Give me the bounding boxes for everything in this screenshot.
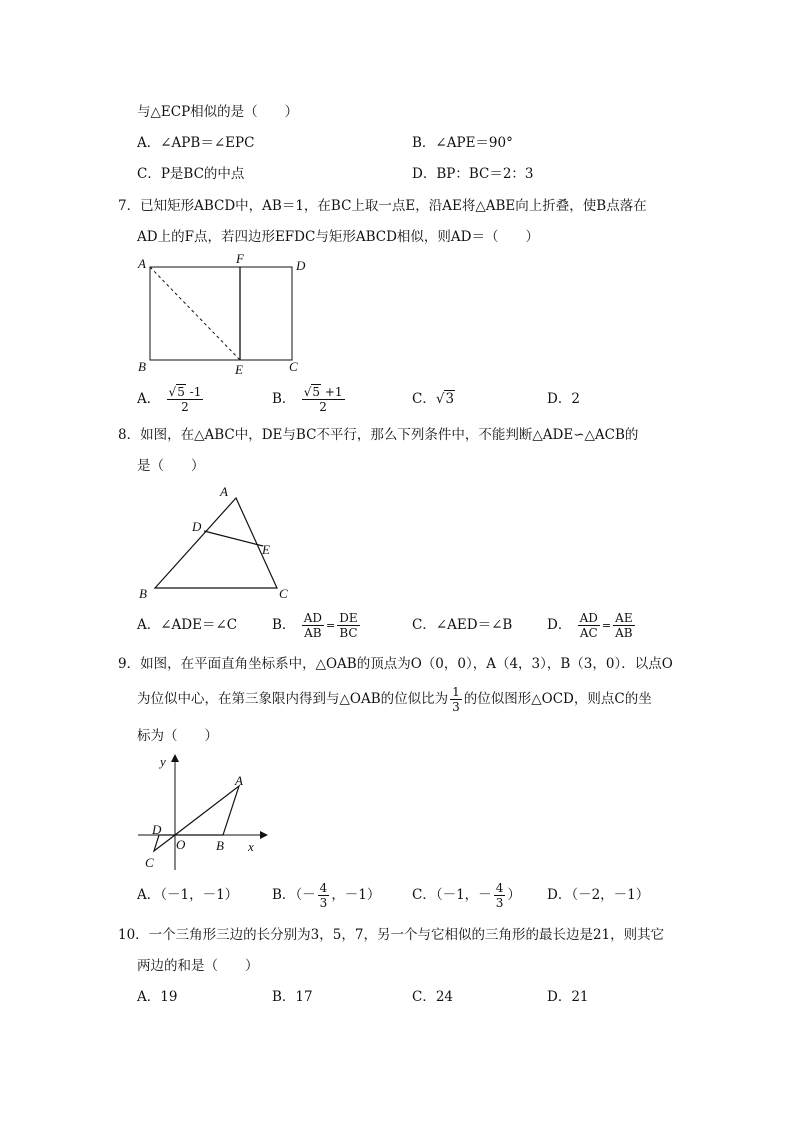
label-c: C — [145, 855, 154, 870]
triangle-abc — [155, 498, 277, 588]
label-b: B — [138, 359, 146, 374]
option-text: ∠AED＝∠B — [435, 617, 513, 633]
sqrt: √5 — [168, 385, 185, 399]
option-letter: D． — [547, 391, 572, 407]
option-letter: C． — [412, 617, 436, 633]
q9-option-a[interactable] — [137, 885, 238, 905]
q10-option-d[interactable] — [547, 987, 589, 1007]
option-letter: C． — [137, 166, 161, 182]
q9-option-c[interactable]: C．（－1，－ $\frac{4}{3}$ ） — [412, 881, 521, 910]
q6-stem-tail: 与△ECP相似的是（ ） — [137, 104, 299, 120]
q9-option-d[interactable] — [547, 885, 649, 905]
sqrt: √5 — [303, 385, 321, 399]
fraction: $\frac{AD}{AC}$ — [579, 611, 598, 640]
triangle-ocd — [154, 835, 175, 851]
option-text: P是BC的中点 — [160, 166, 245, 182]
option-letter: D． — [547, 887, 572, 903]
option-letter: B． — [412, 135, 436, 151]
option-letter: B． — [272, 989, 296, 1005]
q10-option-c[interactable] — [412, 987, 453, 1007]
option-letter: B． — [272, 391, 296, 407]
fold-line-ae — [150, 267, 240, 360]
label-y: y — [160, 754, 166, 769]
q9-stem-line2: 为位似中心，在第三象限内得到与△OAB的位似比为 $\frac{1}{3}$ 的位似图形△OCD，则点C的坐 — [137, 685, 652, 714]
fraction: $\frac{4}{3}$ — [319, 881, 328, 910]
option-text: 24 — [435, 989, 454, 1005]
q9-stem-line1: 9．如图，在平面直角坐标系中，△OAB的顶点为O（0，0），A（4，3），B（3，0）．以点O — [118, 656, 673, 672]
label-x: x — [248, 839, 254, 854]
label-a: A — [138, 256, 146, 271]
fraction: $\frac{AE}{AB}$ — [615, 611, 633, 640]
label-o: O — [176, 837, 186, 852]
option-text: ∠APE＝90° — [435, 135, 513, 151]
q9-option-b[interactable]: B．（－ $\frac{4}{3}$ ，－1） — [272, 881, 381, 910]
option-letter: A． — [137, 617, 161, 633]
x-axis-arrow — [260, 831, 268, 839]
option-letter: C． — [412, 887, 436, 903]
q6-option-d[interactable] — [412, 164, 534, 184]
option-text: ∠ADE＝∠C — [160, 617, 238, 633]
q9-coordinate-figure — [130, 750, 280, 875]
q6-option-c[interactable] — [137, 164, 244, 184]
rectangle-abcd — [150, 267, 292, 360]
option-letter: A． — [137, 135, 161, 151]
q8-triangle-figure — [130, 480, 300, 605]
option-text: 19 — [160, 989, 178, 1005]
label-a: A — [220, 484, 228, 499]
label-e: E — [235, 362, 243, 377]
q7-stem-line2: AD上的F点，若四边形EFDC与矩形ABCD相似，则AD＝（ ） — [137, 229, 539, 245]
q8-option-a[interactable] — [137, 615, 237, 635]
q7-option-d[interactable] — [547, 389, 580, 409]
q10-stem-line1: 10．一个三角形三边的长分别为3，5，7，另一个与它相似的三角形的最长边是21，则其它 — [118, 927, 665, 943]
sqrt: √3 — [435, 391, 455, 407]
option-letter: C． — [412, 391, 436, 407]
option-letter: A． — [137, 989, 161, 1005]
label-b: B — [216, 838, 224, 853]
option-letter: B． — [272, 887, 296, 903]
option-letter: B． — [272, 617, 296, 633]
label-f: F — [236, 251, 244, 266]
q8-option-b[interactable]: B． $\frac{AD}{AB}$ = $\frac{DE}{BC}$ — [272, 611, 358, 640]
q10-option-b[interactable] — [272, 987, 313, 1007]
option-text: 2 — [571, 391, 580, 407]
option-text: BP：BC＝2：3 — [436, 166, 534, 182]
option-text: 17 — [295, 989, 313, 1005]
ratio-fraction: $\frac{1}{3}$ — [452, 685, 460, 714]
q7-option-a[interactable] — [137, 384, 205, 414]
option-text: ∠APB＝∠EPC — [160, 135, 255, 151]
q7-stem-line1: 7．已知矩形ABCD中，AB＝1，在BC上取一点E，沿AE将△ABE向上折叠，使B点落在 — [118, 198, 647, 214]
q10-option-a[interactable] — [137, 987, 177, 1007]
option-letter: D． — [547, 617, 572, 633]
q8-option-c[interactable] — [412, 615, 512, 635]
q9-stem-line3: 标为（ ） — [137, 728, 218, 744]
label-b: B — [139, 586, 147, 601]
q8-stem-line1: 8．如图，在△ABC中，DE与BC不平行，那么下列条件中，不能判断△ADE∽△ACB的 — [118, 427, 639, 443]
y-axis-arrow — [171, 754, 179, 762]
q7-rectangle-figure — [130, 250, 320, 380]
option-text: 21 — [571, 989, 589, 1005]
option-letter: D． — [547, 989, 572, 1005]
q7-option-c[interactable] — [412, 389, 455, 409]
option-text: （－2，－1） — [571, 887, 650, 903]
fraction: $\frac{√5 +1}{2}$ — [303, 385, 343, 414]
option-letter: D． — [412, 166, 437, 182]
q8-stem-line2: 是（ ） — [137, 458, 205, 474]
option-text: （－1，－1） — [160, 887, 239, 903]
fraction: $\frac{DE}{BC}$ — [339, 611, 358, 640]
label-d: D — [296, 258, 306, 273]
label-d: D — [152, 822, 162, 837]
q6-option-a[interactable] — [137, 133, 254, 153]
q8-option-d[interactable]: D． $\frac{AD}{AC}$ = $\frac{AE}{AB}$ — [547, 611, 633, 640]
label-e: E — [262, 542, 270, 557]
label-d: D — [192, 519, 202, 534]
label-a: A — [235, 773, 243, 788]
label-c: C — [279, 586, 288, 601]
option-letter: C． — [412, 989, 436, 1005]
label-c: C — [289, 359, 298, 374]
triangle-oab — [175, 786, 239, 835]
fraction: $\frac{√5 -1}{2}$ — [168, 385, 202, 414]
q7-option-b[interactable] — [272, 384, 347, 414]
q10-stem-line2: 两边的和是（ ） — [137, 958, 259, 974]
option-letter: A． — [137, 391, 161, 407]
q6-option-b[interactable] — [412, 133, 513, 153]
fraction: $\frac{4}{3}$ — [495, 881, 504, 910]
fraction: $\frac{AD}{AB}$ — [303, 611, 323, 640]
option-letter: A． — [137, 887, 161, 903]
